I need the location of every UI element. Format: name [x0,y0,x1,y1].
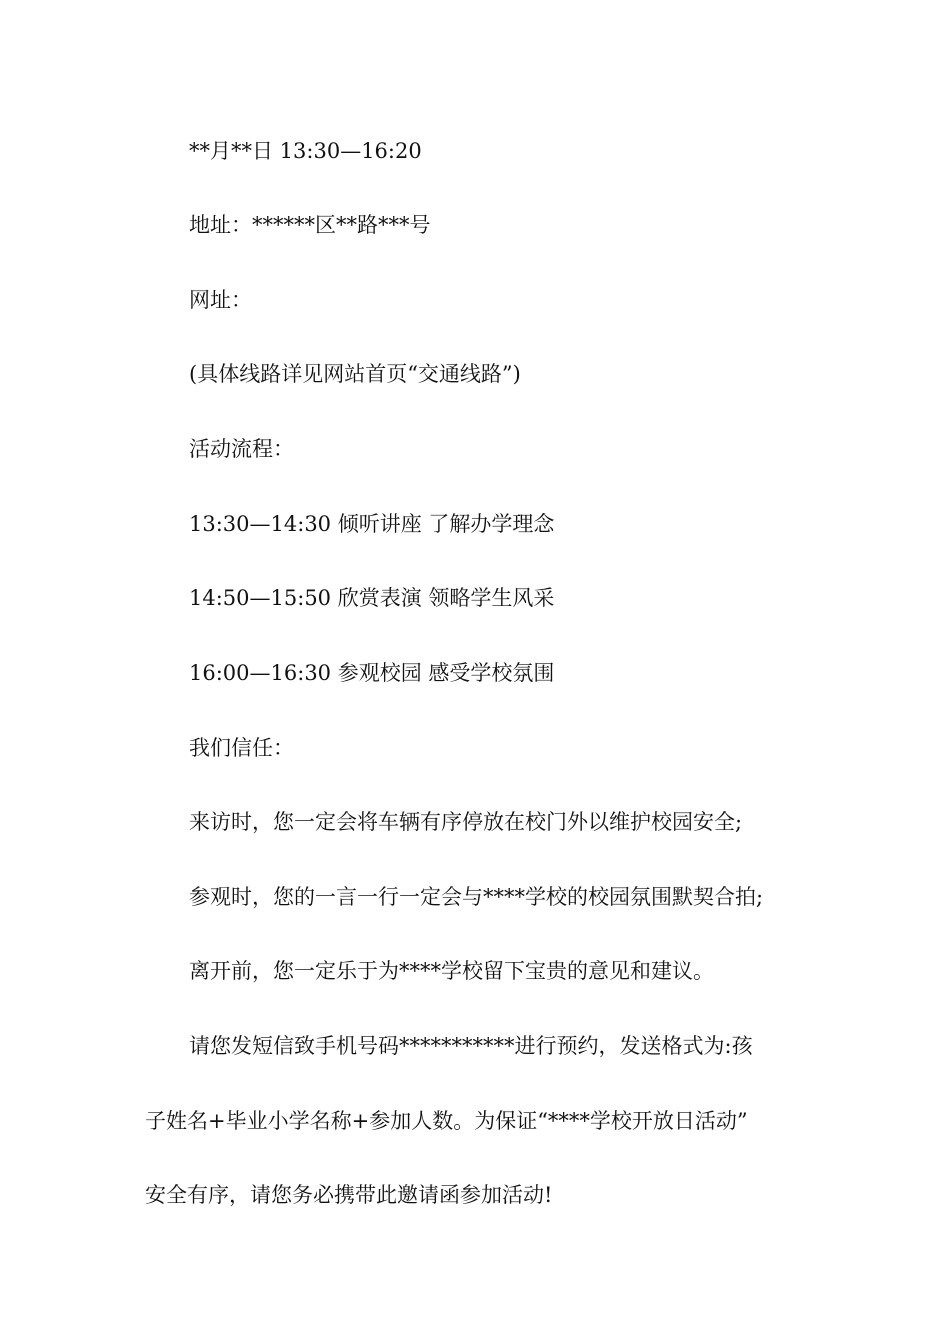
trust-item-2: 参观时，您的一言一行一定会与****学校的校园氛围默契合拍; [189,885,764,909]
schedule-item-2: 14:50—15:50 欣赏表演 领略学生风采 [189,586,555,610]
trust-item-1: 来访时，您一定会将车辆有序停放在校门外以维护校园安全; [189,810,743,834]
route-note: (具体线路详见网站首页“交通线路”) [189,362,521,386]
trust-item-3: 离开前，您一定乐于为****学校留下宝贵的意见和建议。 [189,959,714,983]
reservation-paragraph-line-2: 子姓名+毕业小学名称+参加人数。为保证“****学校开放日活动” [145,1109,748,1133]
website-line: 网址： [189,288,252,312]
schedule-item-1: 13:30—14:30 倾听讲座 了解办学理念 [189,512,555,536]
event-date-time: **月**日 13:30—16:20 [189,139,422,163]
reservation-paragraph-line-1: 请您发短信致手机号码***********进行预约，发送格式为:孩 [189,1034,753,1058]
trust-heading: 我们信任： [189,736,294,760]
schedule-heading: 活动流程： [189,437,294,461]
address-line: 地址：******区**路***号 [189,213,431,237]
schedule-item-3: 16:00—16:30 参观校园 感受学校氛围 [189,661,555,685]
reservation-paragraph-line-3: 安全有序，请您务必携带此邀请函参加活动! [145,1183,553,1207]
